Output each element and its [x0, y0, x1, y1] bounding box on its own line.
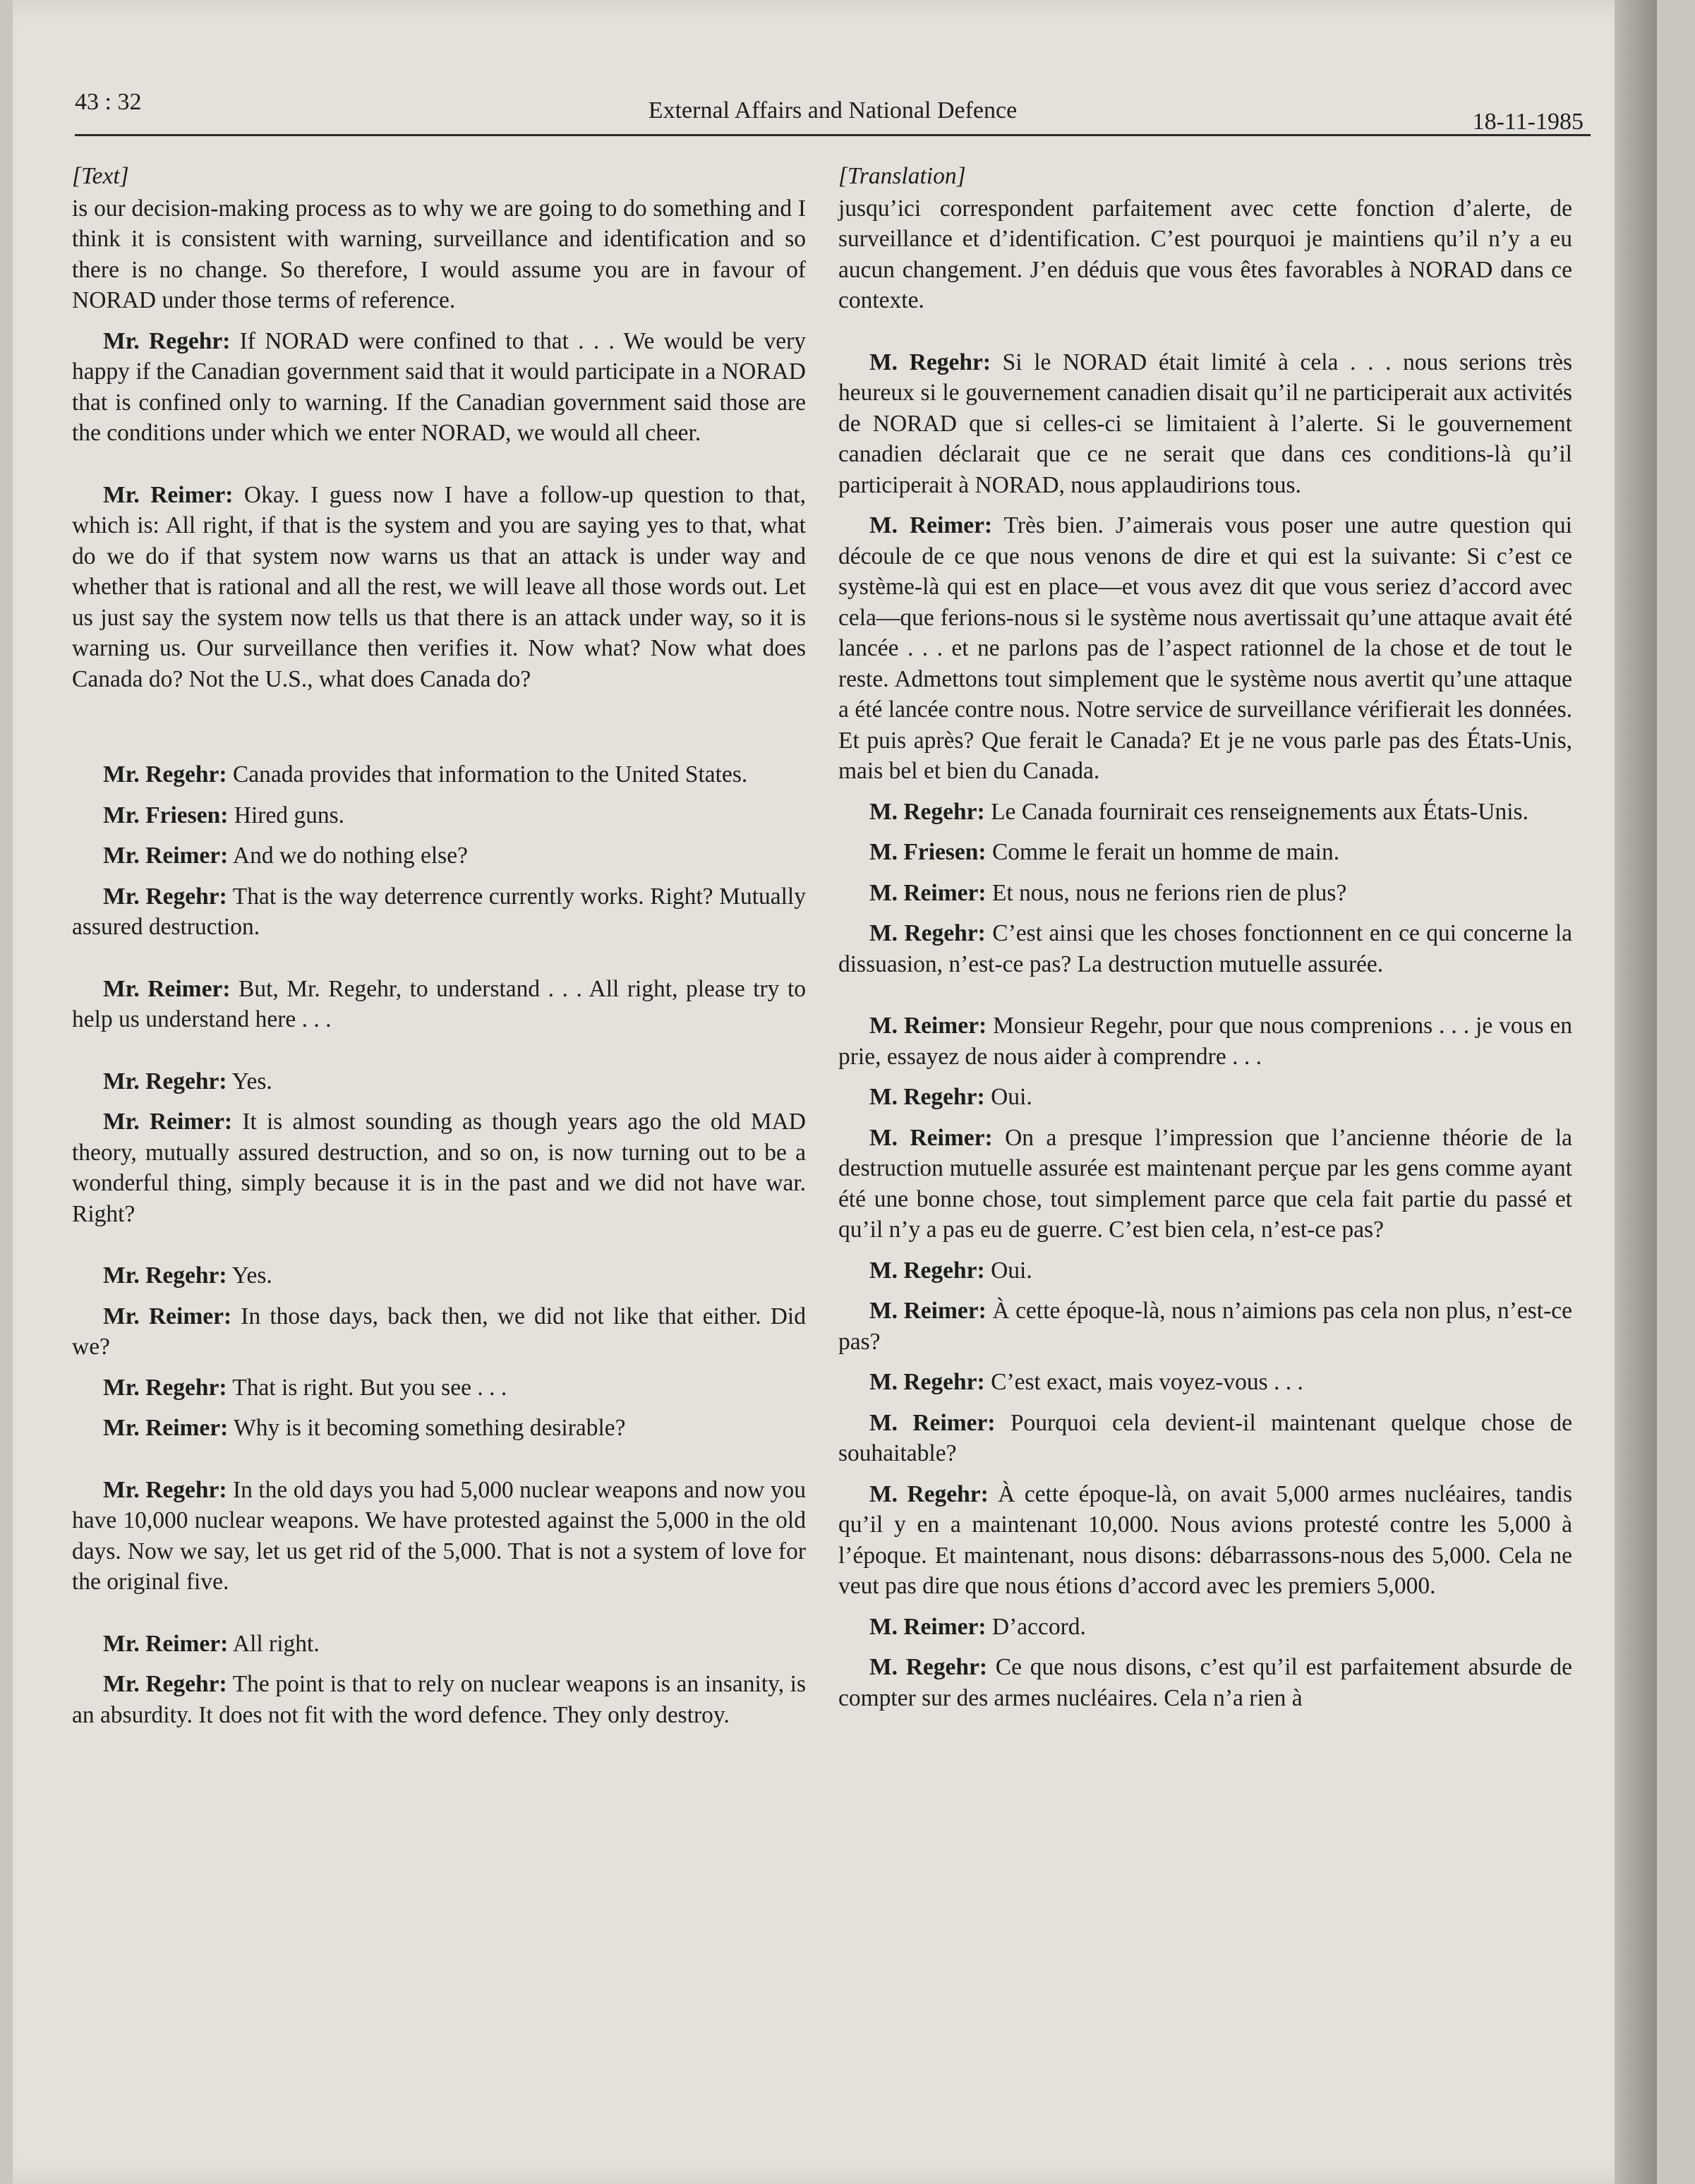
page-gutter-shadow: [1615, 0, 1657, 2184]
speech-text: The point is that to rely on nuclear weapons is an insanity, is an absurdity. It does not fit with the word defence. They only destroy.: [72, 1671, 806, 1728]
paragraph-text: is our decision-making process as to why we are going to do something and I think it is consistent with warning, surveillance and identification and so there is no change. So therefore, I would assume you are in favour of NORAD under those terms of reference.: [72, 195, 806, 313]
speech-text: It is almost sounding as though years ago the old MAD theory, mutually assured destruction, and so on, is now turning out to be a wonderful thing, simply because it is in the past and we did not have war. Right?: [72, 1109, 806, 1227]
speaker-name: Mr. Regehr:: [103, 1374, 227, 1401]
speech-text: Comme le ferait un homme de main.: [991, 839, 1340, 865]
paragraph-text: jusqu’ici correspondent parfaitement avec cette fonction d’alerte, de surveillance et d’identification. C’est pourquoi je maintiens qu’il n’y a eu aucun changement. J’en déduis que vous êtes favorables à NORAD dans ce contexte.: [838, 195, 1572, 313]
speech-paragraph: [72, 800, 806, 831]
document-page: [13, 0, 1657, 2184]
speaker-name: M. Reimer:: [869, 1124, 993, 1151]
speech-text: Oui.: [991, 1257, 1032, 1284]
speech-text: Hired guns.: [234, 802, 345, 828]
speech-paragraph: [72, 840, 806, 871]
speaker-name: M. Reimer:: [869, 1013, 987, 1039]
speech-paragraph: [72, 974, 806, 1035]
speech-text: All right.: [232, 1630, 320, 1657]
speech-paragraph: [838, 1367, 1572, 1398]
speaker-name: Mr. Regehr:: [103, 1262, 227, 1289]
speech-paragraph: [838, 918, 1572, 979]
speaker-name: Mr. Friesen:: [103, 802, 229, 828]
speech-paragraph: [72, 1629, 806, 1660]
speech-paragraph: [838, 797, 1572, 828]
speaker-name: Mr. Reimer:: [103, 975, 231, 1002]
speaker-name: Mr. Reimer:: [103, 843, 229, 869]
header-date: 18-11-1985: [1472, 109, 1584, 135]
speaker-name: Mr. Regehr:: [103, 1671, 227, 1697]
speech-paragraph: [838, 1255, 1572, 1286]
column-label-translation: [Translation]: [838, 163, 966, 189]
speaker-name: M. Regehr:: [869, 1480, 989, 1507]
speech-paragraph: [838, 1082, 1572, 1113]
speech-text: À cette époque-là, nous n’aimions pas cela non plus, n’est-ce pas?: [838, 1298, 1573, 1355]
speech-paragraph: [72, 1372, 806, 1404]
speaker-name: M. Reimer:: [869, 1298, 987, 1324]
paragraph: [72, 193, 806, 316]
speech-paragraph: [72, 1413, 806, 1444]
speech-text: Si le NORAD était limité à cela . . . nous serions très heureux si le gouvernement canadien disait qu’il ne participerait aux activités de NORAD que si celles-ci se limitaient à l’alerte. Si le gouvernement canadien déclarait que ce ne serait que dans ces conditions-là qu’il participerait à NORAD, nous applaudirions tous.: [838, 349, 1572, 498]
speech-paragraph: [72, 326, 806, 449]
speech-paragraph: [838, 1123, 1572, 1245]
speaker-name: M. Reimer:: [869, 879, 987, 906]
speech-text: C’est ainsi que les choses fonctionnent en ce qui concerne la dissuasion, n’est-ce pas? La destruction mutuelle assurée.: [838, 920, 1572, 977]
speech-paragraph: [838, 878, 1572, 909]
speech-paragraph: [838, 1652, 1572, 1713]
speech-paragraph: [838, 1296, 1572, 1357]
speech-paragraph: [72, 480, 806, 695]
speech-text: On a presque l’impression que l’ancienne théorie de la destruction mutuelle assurée est maintenant perçue par les gens comme ayant été une bonne chose, tout simplement parce que cela fait partie du passé et qu’il n’y a pas eu de guerre. C’est bien cela, n’est-ce pas?: [838, 1124, 1572, 1243]
speech-text: Le Canada fournirait ces renseignements aux États-Unis.: [991, 798, 1528, 825]
speaker-name: Mr. Reimer:: [103, 1303, 232, 1329]
speaker-name: Mr. Regehr:: [103, 761, 227, 788]
speech-paragraph: [72, 1260, 806, 1291]
speech-text: And we do nothing else?: [232, 843, 468, 869]
speaker-name: M. Regehr:: [869, 798, 985, 825]
speech-paragraph: [72, 759, 806, 790]
speaker-name: M. Reimer:: [869, 1613, 987, 1640]
speech-text: Ce que nous disons, c’est qu’il est parfaitement absurde de compter sur des armes nucléaires. Cela n’a rien à: [838, 1654, 1572, 1711]
french-column: [838, 161, 1572, 1723]
speech-paragraph: [838, 837, 1572, 868]
speech-paragraph: [838, 1479, 1572, 1602]
speech-paragraph: [72, 1301, 806, 1363]
speech-text: If NORAD were confined to that . . . We would be very happy if the Canadian government said that it would participate in a NORAD that is confined only to warning. If the Canadian government said those are the conditions under which we enter NORAD, we would all cheer.: [72, 327, 806, 446]
speech-text: Canada provides that information to the United States.: [232, 761, 748, 788]
column-label-text: [Text]: [72, 163, 129, 189]
speaker-name: Mr. Reimer:: [103, 1630, 229, 1657]
speaker-name: M. Regehr:: [869, 1654, 988, 1680]
speaker-name: M. Regehr:: [869, 1369, 985, 1395]
speech-text: Oui.: [991, 1084, 1032, 1110]
speaker-name: M. Regehr:: [869, 1257, 985, 1284]
speaker-name: M. Regehr:: [869, 349, 991, 375]
speech-paragraph: [72, 1066, 806, 1097]
speech-text: That is the way deterrence currently works. Right? Mutually assured destruction.: [72, 883, 806, 940]
speech-paragraph: [838, 1010, 1572, 1072]
speech-text: Yes.: [231, 1068, 272, 1094]
speaker-name: Mr. Regehr:: [103, 1068, 227, 1094]
speech-text: D’accord.: [991, 1613, 1086, 1640]
speaker-name: Mr. Reimer:: [103, 1109, 233, 1135]
speaker-name: Mr. Regehr:: [103, 883, 227, 910]
paragraph: [838, 193, 1572, 316]
english-column: [72, 161, 806, 1740]
speaker-name: M. Reimer:: [869, 512, 993, 538]
speech-paragraph: [838, 347, 1572, 501]
speech-paragraph: [838, 510, 1572, 787]
speaker-name: Mr. Reimer:: [103, 1415, 229, 1441]
speech-text: But, Mr. Regehr, to understand . . . All right, please try to help us understand here . . .: [72, 975, 807, 1032]
speech-text: Très bien. J’aimerais vous poser une autre question qui découle de ce que nous venons de dire et qui est la suivante: Si c’est ce système-là qui est en place—et vous avez dit que vous seriez d’accord avec cela—que ferions-nous si le système nous avertissait qu’une attaque avait été lancée . . . et ne parlons pas de l’aspect rationnel de la chose et de tout le reste. Admettons tout simplement que le système nous avertit qu’une attaque a été lancée contre nous. Notre service de surveillance vérifierait les données. Et puis après? Que ferait le Canada? Et je ne vous parle pas des États-Unis, mais bel et bien du Canada.: [838, 512, 1572, 784]
speech-text: In the old days you had 5,000 nuclear weapons and now you have 10,000 nuclear weapons. We have protested against the 5,000 in the old days. Now we say, let us get rid of the 5,000. That is not a system of love for the original five.: [72, 1476, 807, 1595]
speaker-name: M. Regehr:: [869, 1084, 985, 1110]
speech-text: Why is it becoming something desirable?: [234, 1415, 626, 1441]
speech-paragraph: [838, 1612, 1572, 1643]
speech-text: In those days, back then, we did not like that either. Did we?: [72, 1303, 806, 1360]
speech-paragraph: [72, 881, 806, 943]
speech-text: Monsieur Regehr, pour que nous comprenions . . . je vous en prie, essayez de nous aider à comprendre . . .: [838, 1013, 1573, 1070]
speaker-name: Mr. Reimer:: [103, 481, 234, 508]
speech-text: Pourquoi cela devient-il maintenant quelque chose de souhaitable?: [838, 1409, 1573, 1466]
speech-text: Okay. I guess now I have a follow-up question to that, which is: All right, if that is the system and you are saying yes to that, what do we do if that system now warns us that an attack is under way and whether that is rational and all the rest, we will leave all those words out. Let us just say the system now tells us that there is an attack under way, so it is warning us. Our surveillance then verifies it. Now what? Now what does Canada do? Not the U.S., what does Canada do?: [72, 481, 807, 692]
speech-paragraph: [72, 1106, 806, 1229]
speaker-name: M. Regehr:: [869, 920, 986, 946]
speech-text: That is right. But you see . . .: [232, 1374, 507, 1401]
page-number: 43 : 32: [75, 89, 142, 115]
speaker-name: Mr. Regehr:: [103, 1476, 227, 1503]
speech-paragraph: [838, 1408, 1572, 1469]
running-header: [75, 83, 1591, 136]
speech-text: Yes.: [231, 1262, 272, 1289]
speaker-name: M. Friesen:: [869, 839, 987, 865]
speech-text: Et nous, nous ne ferions rien de plus?: [991, 879, 1347, 906]
header-title: External Affairs and National Defence: [648, 97, 1018, 123]
speech-paragraph: [72, 1475, 806, 1598]
speech-paragraph: [72, 1669, 806, 1730]
speech-text: À cette époque-là, on avait 5,000 armes nucléaires, tandis qu’il y en a maintenant 10,000. Nous avions protesté contre les 5,000 à l’époque. Et maintenant, nous disons: débarrassons-nous des 5,000. Cela ne veut pas dire que nous étions d’accord avec les premiers 5,000.: [838, 1480, 1572, 1599]
speech-text: C’est exact, mais voyez-vous . . .: [991, 1369, 1303, 1395]
speaker-name: Mr. Regehr:: [103, 327, 231, 354]
speaker-name: M. Reimer:: [869, 1409, 996, 1436]
